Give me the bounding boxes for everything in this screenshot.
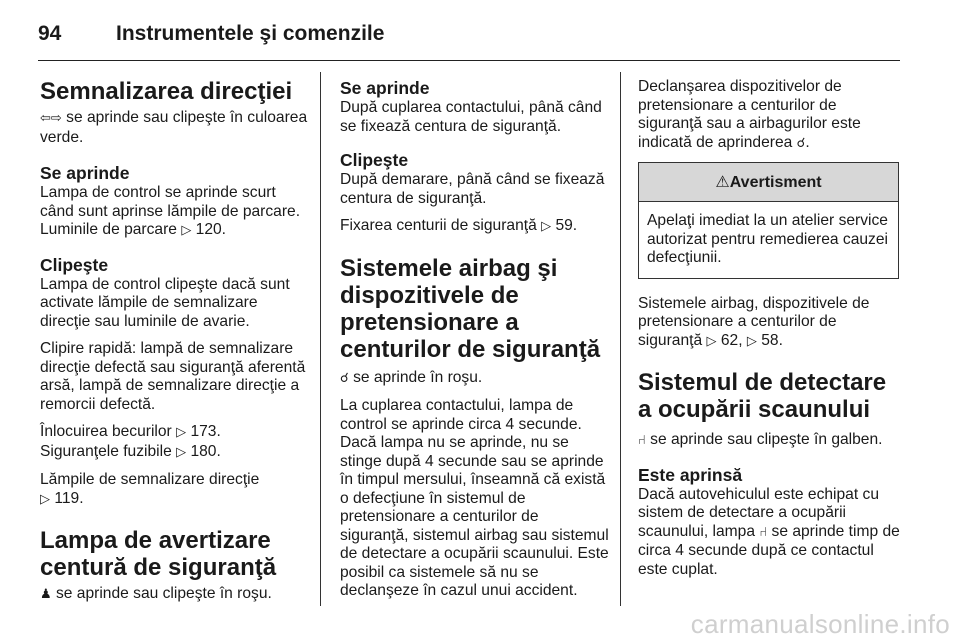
paragraph-lit: Lampa de control se aprinde scurt când sunt aprinse lămpile de parcare. Luminile de parcare ▷ 120. xyxy=(40,184,301,238)
reference-arrow-icon: ▷ xyxy=(176,425,187,440)
warning-title: Avertisment xyxy=(729,174,822,191)
heading-turn-signal: Semnalizarea direcţiei xyxy=(40,78,293,105)
paragraph-airbag-short: ☌ se aprinde în roşu. xyxy=(340,368,483,386)
heading-lit: Se aprinde xyxy=(40,163,130,183)
reference-arrow-icon: ▷ xyxy=(40,491,50,507)
warning-text: Apelaţi imediat la un atelier service autorizat pentru remedierea cauzei defecţiunii. xyxy=(647,212,888,266)
reference-arrow-icon: ▷ xyxy=(181,223,192,238)
reference-arrow-icon: ▷ xyxy=(706,333,717,349)
column-3 xyxy=(638,70,903,588)
heading-lit: Se aprinde xyxy=(340,78,430,98)
paragraph-deployment: Declanşarea dispozitivelor de pretensionare a centurilor de siguranţă sau a airbagurilor este indicată de aprinderea ☌. xyxy=(638,78,861,151)
warning-triangle-icon: ⚠ xyxy=(715,172,730,191)
heading-flashing: Clipeşte xyxy=(40,254,109,275)
paragraph-flashing: Lampa de control clipeşte dacă sunt activate lămpile de semnalizare direcţie sau luminile de avarie. xyxy=(40,275,290,330)
watermark: carmanualsonline.info xyxy=(690,609,950,639)
page-header xyxy=(38,14,384,54)
airbag-icon: ☌ xyxy=(796,135,806,151)
paragraph-airbag-long: La cuplarea contactului, lampa de control se aprinde circa 4 secunde. Dacă lampa nu se aprinde, nu se stinge după 4 secunde sau se aprinde în timpul mersului, înseamnă că există o defecţiune în sistemul de pretensionare a centurilor de siguranţă, sistemul airbag sau sistemul de detectare a ocupării scaunului. Este posibil ca sistemele să nu se declanşeze în cazul unui accident. xyxy=(340,397,609,599)
heading-airbag-systems: Sistemele airbag şi dispozitivele de pretensionare a centurilor de siguranţă xyxy=(340,254,601,363)
paragraph-systems-reference: Sistemele airbag, dispozitivele de pretensionare a centurilor de siguranţă ▷ 62, ▷ 58. xyxy=(638,294,870,349)
paragraph-turn-lamps: Lămpile de semnalizare direcţie ▷ 119. xyxy=(40,471,260,507)
heading-lit: Este aprinsă xyxy=(638,464,743,485)
airbag-icon: ☌ xyxy=(340,370,349,386)
paragraph-seat-occupancy: ⑁ se aprinde sau clipeşte în galben. xyxy=(638,431,883,448)
warning-box xyxy=(638,162,899,279)
paragraph-seat-lit: Dacă autovehiculul este echipat cu sistem de detectare a ocupării scaunului, lampa ⑁ se aprinde timp de circa 4 secunde după ce contactul este cuplat. xyxy=(638,485,900,578)
running-title: Instrumentele şi comenzile xyxy=(116,22,385,45)
reference-arrow-icon: ▷ xyxy=(746,333,757,349)
heading-seatbelt-warning: Lampa de avertizare centură de siguranţă xyxy=(40,527,277,581)
column-divider-1 xyxy=(320,72,321,606)
paragraph-rapid-flash: Clipire rapidă: lampă de semnalizare direcţie defectă sau siguranţă aferentă arsă, lampă de semnalizare direcţie a remorcii defectă. xyxy=(40,340,306,413)
paragraph-lit: După cuplarea contactului, până când se fixează centura de siguranţă. xyxy=(340,99,602,135)
paragraph-fastening: Fixarea centurii de siguranţă ▷ 59. xyxy=(340,217,578,234)
seatbelt-icon: ♟ xyxy=(40,587,52,602)
heading-flashing: Clipeşte xyxy=(340,150,409,170)
seat-occupancy-icon: ⑁ xyxy=(638,433,646,448)
column-divider-2 xyxy=(620,72,621,606)
warning-header xyxy=(639,163,898,202)
turn-signal-icon: ⇦⇨ xyxy=(40,111,62,126)
heading-seat-occupancy: Sistemul de detectare a ocupării scaunului xyxy=(638,369,887,423)
column-1 xyxy=(40,70,310,614)
paragraph-turn-signal: ⇦⇨ se aprinde sau clipeşte în culoarea verde. xyxy=(40,109,308,146)
header-rule xyxy=(38,60,900,61)
paragraph-flashing: După demarare, până când se fixează centura de siguranţă. xyxy=(340,171,605,207)
seat-occupancy-icon: ⑁ xyxy=(759,524,768,540)
reference-arrow-icon: ▷ xyxy=(176,444,187,460)
reference-arrow-icon: ▷ xyxy=(541,219,552,234)
paragraph-references: Înlocuirea becurilor ▷ 173. Siguranţele fuzibile ▷ 180. xyxy=(40,423,221,460)
paragraph-seatbelt: ♟ se aprinde sau clipeşte în roşu. xyxy=(40,585,272,602)
page-number: 94 xyxy=(38,22,62,45)
column-2 xyxy=(340,70,610,610)
